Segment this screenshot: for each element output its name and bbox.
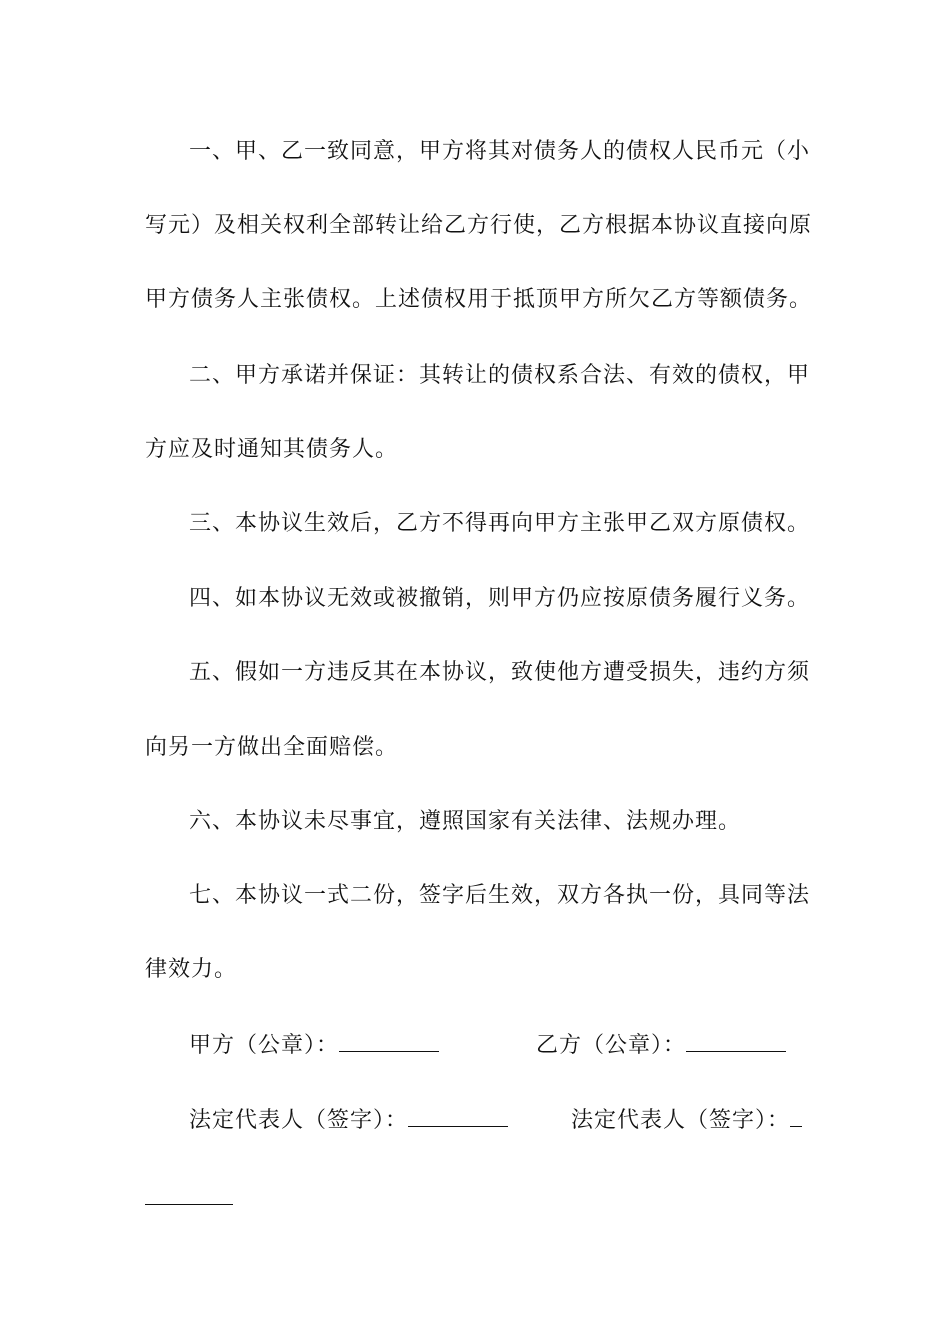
clause-1-line-2: 写元）及相关权利全部转让给乙方行使，乙方根据本协议直接向原 xyxy=(145,213,813,238)
rep-a-label: 法定代表人（签字）： xyxy=(189,1108,409,1133)
clause-7-line-1: 七、本协议一式二份，签字后生效，双方各执一份，具同等法 xyxy=(189,883,811,908)
clause-6-line-1: 六、本协议未尽事宜，遵照国家有关法律、法规办理。 xyxy=(189,809,742,834)
clause-7-line-2: 律效力。 xyxy=(145,957,238,982)
clause-4-line-1: 四、如本协议无效或被撤销，则甲方仍应按原债务履行义务。 xyxy=(189,586,811,611)
clause-1-line-3: 甲方债务人主张债权。上述债权用于抵顶甲方所欠乙方等额债务。 xyxy=(145,287,813,312)
rep-a-signature xyxy=(189,1106,508,1136)
clause-1-line-1: 一、甲、乙一致同意，甲方将其对债务人的债权人民币元（小 xyxy=(189,139,811,164)
party-b-seal xyxy=(536,1031,786,1061)
party-a-seal xyxy=(189,1031,439,1061)
rep-a-blank[interactable] xyxy=(408,1108,508,1127)
rep-b-signature xyxy=(571,1106,802,1136)
rep-b-blank-continuation xyxy=(145,1204,233,1205)
clause-5-line-1: 五、假如一方违反其在本协议，致使他方遭受损失，违约方须 xyxy=(189,660,811,685)
party-b-blank[interactable] xyxy=(686,1033,786,1052)
clause-5-line-2: 向另一方做出全面赔偿。 xyxy=(145,735,399,760)
clause-2-line-1: 二、甲方承诺并保证：其转让的债权系合法、有效的债权，甲 xyxy=(189,363,811,388)
clause-2-line-2: 方应及时通知其债务人。 xyxy=(145,437,399,462)
rep-b-label: 法定代表人（签字）： xyxy=(571,1108,791,1133)
party-a-blank[interactable] xyxy=(339,1033,439,1052)
clause-3-line-1: 三、本协议生效后，乙方不得再向甲方主张甲乙双方原债权。 xyxy=(189,511,811,536)
party-a-label: 甲方（公章）： xyxy=(189,1033,340,1058)
rep-b-blank[interactable] xyxy=(790,1108,802,1127)
party-b-label: 乙方（公章）： xyxy=(536,1033,687,1058)
